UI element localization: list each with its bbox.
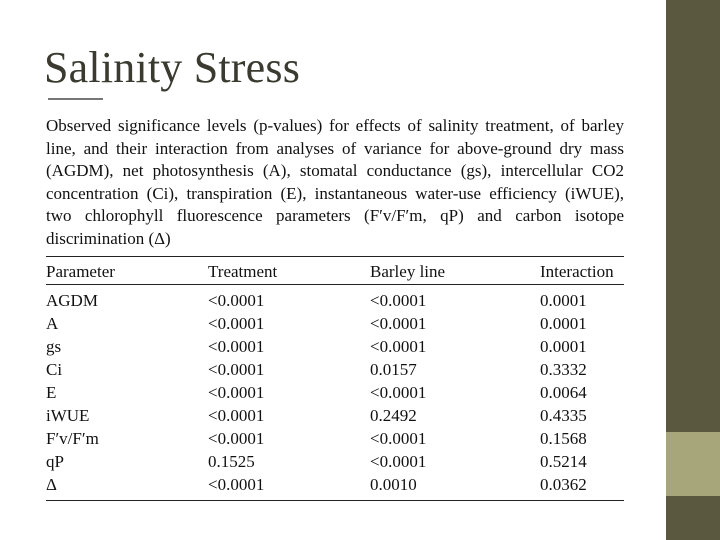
cell-treatment: <0.0001 — [208, 406, 265, 425]
header-interaction: Interaction — [540, 262, 614, 281]
cell-parameter: Δ — [46, 475, 57, 494]
cell-barley-line: <0.0001 — [370, 291, 427, 310]
cell-interaction: 0.0001 — [540, 291, 587, 310]
side-decor-accent — [666, 432, 720, 496]
cell-treatment: <0.0001 — [208, 429, 265, 448]
cell-interaction: 0.0362 — [540, 475, 587, 494]
cell-parameter: F′v/F′m — [46, 429, 99, 448]
cell-treatment: <0.0001 — [208, 383, 265, 402]
cell-treatment: <0.0001 — [208, 360, 265, 379]
cell-parameter: E — [46, 383, 57, 402]
cell-interaction: 0.0001 — [540, 314, 587, 333]
table-image — [40, 98, 647, 508]
cell-treatment: 0.1525 — [208, 452, 255, 471]
cell-barley-line: 0.0010 — [370, 475, 417, 494]
cell-parameter: AGDM — [46, 291, 98, 310]
cell-parameter: Ci — [46, 360, 63, 379]
table-rule-top — [46, 256, 624, 257]
cell-interaction: 0.4335 — [540, 406, 587, 425]
cell-treatment: <0.0001 — [208, 291, 265, 310]
table-caption — [46, 115, 624, 250]
cell-parameter: gs — [46, 337, 62, 356]
cell-treatment: <0.0001 — [208, 475, 265, 494]
cell-barley-line: <0.0001 — [370, 314, 427, 333]
cell-barley-line: 0.0157 — [370, 360, 417, 379]
cell-barley-line: <0.0001 — [370, 383, 427, 402]
cell-parameter: A — [46, 314, 59, 333]
cell-barley-line: <0.0001 — [370, 452, 427, 471]
cell-barley-line: <0.0001 — [370, 337, 427, 356]
cell-parameter: qP — [46, 452, 64, 471]
cell-interaction: 0.0064 — [540, 383, 587, 402]
header-parameter: Parameter — [46, 262, 115, 281]
cell-interaction: 0.3332 — [540, 360, 587, 379]
cell-interaction: 0.5214 — [540, 452, 587, 471]
cell-treatment: <0.0001 — [208, 337, 265, 356]
cell-parameter: iWUE — [46, 406, 90, 425]
cell-barley-line: <0.0001 — [370, 429, 427, 448]
table-caption-text: Observed significance levels (p-values) for effects of salinity treatment, of barley line, and their interaction from analyses of variance for above-ground dry mass (AGDM), net photosynthesis (A), stomatal conductance (gs), intercellular CO2 concentration (Ci), transpiration (E), instantaneous water-use efficiency (iWUE), two chlorophyll fluorescence parameters (F′v/F′m, qP) and carbon isotope discrimination (Δ) — [46, 116, 624, 248]
cell-barley-line: 0.2492 — [370, 406, 417, 425]
cell-interaction: 0.0001 — [540, 337, 587, 356]
table-rule-bottom — [46, 500, 624, 501]
cell-interaction: 0.1568 — [540, 429, 587, 448]
table-rule-header — [46, 284, 624, 285]
cropped-table-label — [48, 98, 103, 105]
slide-title: Salinity Stress — [44, 43, 301, 92]
header-barley-line: Barley line — [370, 262, 446, 281]
header-treatment: Treatment — [208, 262, 278, 281]
cell-treatment: <0.0001 — [208, 314, 265, 333]
